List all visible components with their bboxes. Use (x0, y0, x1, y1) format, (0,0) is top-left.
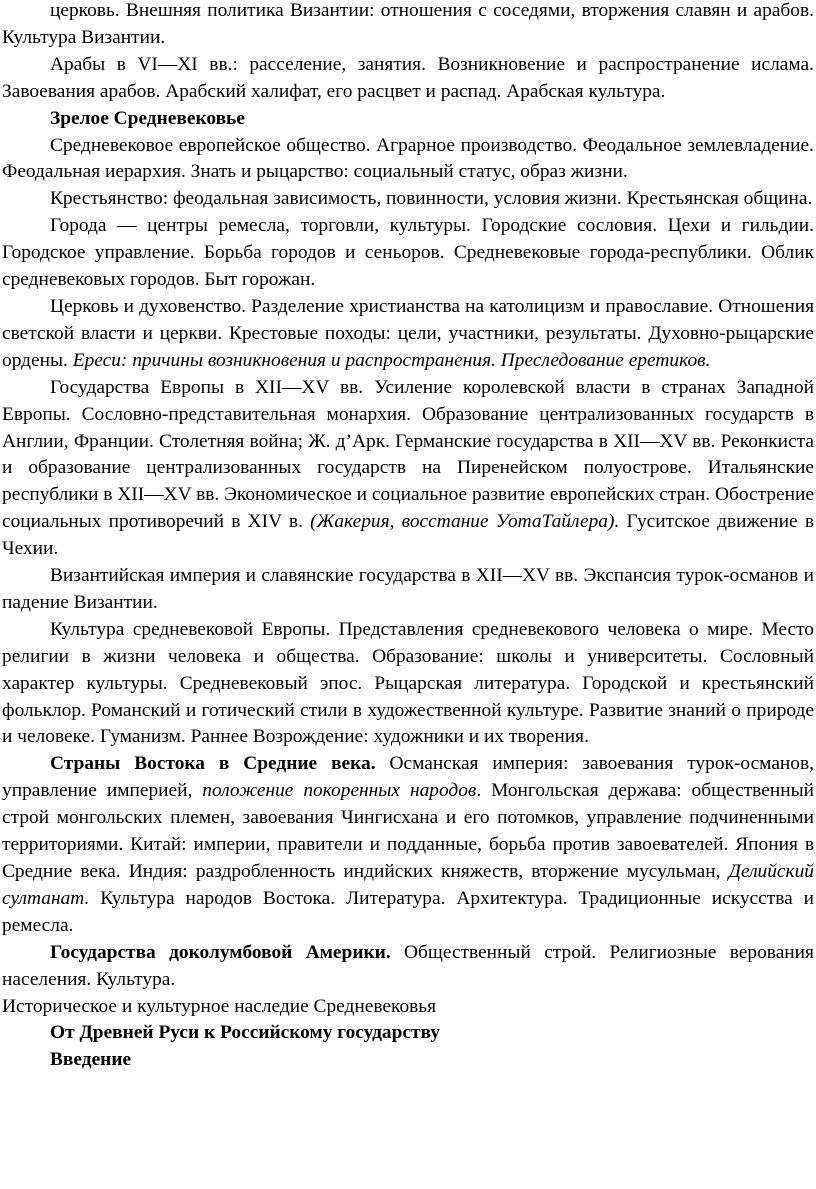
paragraph (2, 617, 814, 752)
text-run: Византийская империя и славянские государства в XII—XV вв. Экспансия турок-османов и падение Византии. (2, 565, 814, 613)
paragraph (2, 563, 814, 617)
paragraph (2, 186, 814, 213)
paragraph (2, 0, 814, 52)
text-run: Крестьянство: феодальная зависимость, повинности, условия жизни. Крестьянская община. (50, 188, 813, 210)
paragraph (2, 375, 814, 563)
italic-run: Делийский султанат. (2, 861, 814, 909)
italic-run: Ереси: причины возникновения и распространения. Преследование еретиков. (72, 349, 711, 371)
text-run: . Монгольская держава: общественный строй монгольских племен, завоевания Чингисхана и его потомков, управление подчиненными территориями. Китай: империи, правители и подданные, борьба против завоевателей. Япония в Средние века. Индия: раздробленность индийских княжеств, вторжение мусульман, (2, 780, 814, 882)
text-run: Города — центры ремесла, торговли, культуры. Городские сословия. Цехи и гильдии. Городское управление. Борьба городов и сеньоров. Средневековые города-республики. Облик средневековых городов. Быт горожан. (2, 215, 814, 291)
text-run: Зрелое Средневековье (50, 107, 245, 129)
document-body (2, 0, 816, 1074)
text-run: Общественный строй. Религиозные верования населения. Культура. (2, 941, 814, 990)
text-run: Средневековое европейское общество. Аграрное производство. Феодальное землевладение. Феодальная иерархия. Знать и рыцарство: социальный статус, образ жизни. (2, 134, 814, 183)
section-heading (2, 106, 816, 133)
text-run: Арабы в VI—XI вв.: расселение, занятия. Возникновение и распространение ислама. Завоевания арабов. Арабский халифат, его расцвет и распад. Арабская культура. (2, 53, 814, 102)
paragraph (2, 294, 814, 375)
paragraph (2, 133, 814, 187)
text-run: Османская империя: завоевания турок-османов, управление империей, (2, 753, 814, 802)
section-heading (2, 1020, 816, 1047)
bold-run: Государства доколумбовой Америки. (50, 941, 391, 963)
text-run: Культура народов Востока. Литература. Архитектура. Традиционные искусства и ремесла. (2, 887, 814, 936)
text-run: Гуситское движение в Чехии. (2, 511, 814, 560)
text-run: Историческое и культурное наследие Средневековья (2, 995, 437, 1017)
text-run: Государства Европы в XII—XV вв. Усиление королевской власти в странах Западной Европы. Сословно-представительная монархия. Образование централизованных государств в Англии, Франции. Столетняя война; Ж. д’Арк. Германские государства в XII—XV вв. Реконкиста и образование централизованных государств на Пиренейском полуострове. Итальянские республики в XII—XV вв. Экономическое и социальное развитие европейских стран. Обострение социальных противоречий в XIV в. (2, 376, 814, 533)
text-run: Введение (50, 1049, 132, 1071)
text-run: Культура средневековой Европы. Представления средневекового человека о мире. Место религии в жизни человека и общества. Образование: школы и университеты. Сословный характер культуры. Средневековый эпос. Рыцарская литература. Городской и крестьянский фольклор. Романский и готический стили в художественной культуре. Развитие знаний о природе и человеке. Гуманизм. Раннее Возрождение: художники и их творения. (2, 618, 814, 748)
text-run: От Древней Руси к Российскому государству (50, 1022, 441, 1044)
text-run: церковь. Внешняя политика Византии: отношения с соседями, вторжения славян и арабов. Культура Византии. (2, 0, 814, 48)
paragraph (2, 213, 814, 294)
italic-run: (Жакерия, восстание УотаТайлера). (310, 511, 620, 533)
paragraph (2, 994, 816, 1021)
paragraph (2, 940, 814, 994)
italic-run: положение покоренных народов (202, 780, 477, 802)
paragraph (2, 52, 814, 106)
section-heading (2, 1047, 816, 1074)
paragraph (2, 751, 814, 939)
text-run: Церковь и духовенство. Разделение христианства на католицизм и православие. Отношения светской власти и церкви. Крестовые походы: цели, участники, результаты. Духовно-рыцарские ордены. (2, 295, 814, 371)
bold-run: Страны Востока в Средние века. (50, 753, 376, 775)
